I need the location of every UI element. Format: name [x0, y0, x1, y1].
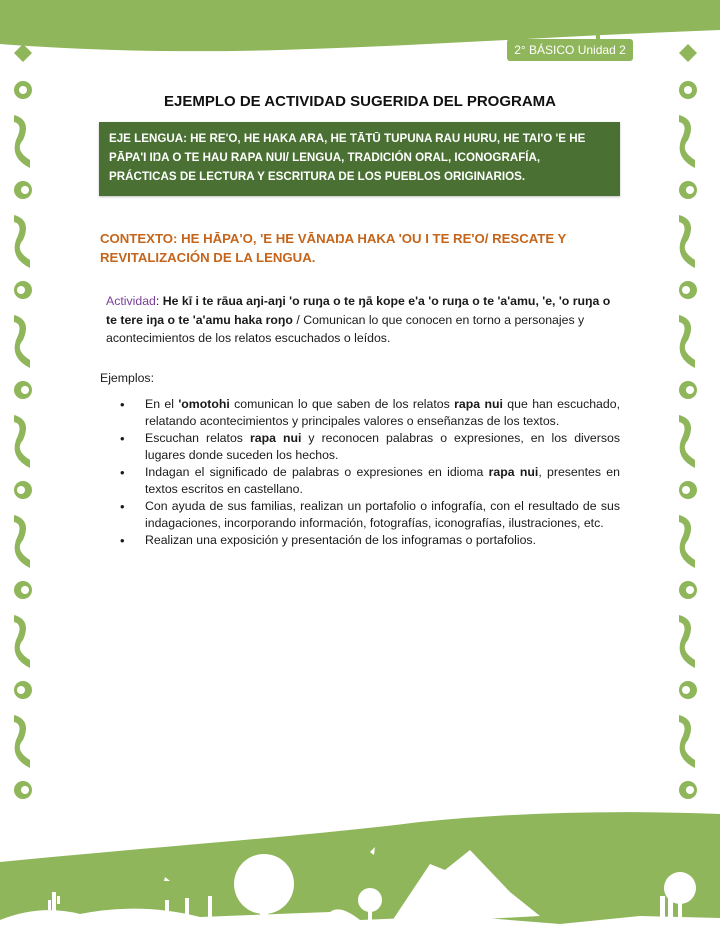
list-item: • Indagan el significado de palabras o expresiones en idioma rapa nui, presentes en textos escritos en castellano.	[120, 464, 620, 498]
left-ornamental-border	[10, 40, 36, 830]
actividad-paragraph	[106, 292, 620, 348]
examples-list	[120, 396, 620, 549]
grade-unit-badge: 2° BÁSICO Unidad 2	[507, 39, 633, 61]
right-ornamental-border	[675, 40, 701, 830]
ejemplos-label: Ejemplos:	[100, 371, 154, 385]
list-item: • Realizan una exposición y presentación de los infogramas o portafolios.	[120, 532, 620, 549]
actividad-rapanui-text: He kī i te rāua aŋi-aŋi 'o ruŋa o te ŋā kope e'a 'o ruŋa o te 'a'amu, 'e, 'o ruŋa o te tere iŋa o te 'a'amu haka roŋo	[106, 294, 611, 327]
list-item: • Con ayuda de sus familias, realizan un portafolio o infografía, con el resultado de sus indagaciones, incorporando información, fotografías, iconografías, ilustraciones, etc.	[120, 498, 620, 532]
actividad-label: Actividad	[106, 294, 156, 308]
actividad-spanish-text: / Comunican lo que conocen en torno a personajes y acontecimientos de los relatos escuchados o leídos.	[106, 312, 585, 345]
eje-lengua-box: EJE LENGUA: HE RE'O, HE HAKA ARA, HE TĀTŪ TUPUNA RAU HURU, HE TAI'O 'E HE PĀPA'I IŊA O TE HAU RAPA NUI/ LENGUA, TRADICIÓN ORAL, ICONOGRAFÍA, PRÁCTICAS DE LECTURA Y ESCRITURA DE LOS PUEBLOS ORIGINARIOS.	[99, 122, 620, 196]
contexto-heading: CONTEXTO: HE HĀPA'O, 'E HE VĀNAŊA HAKA 'OU I TE RE'O/ RESCATE Y REVITALIZACIÓN DE LA LENGUA.	[100, 231, 567, 265]
footer-landscape-decoration	[0, 792, 720, 932]
list-item: • En el 'omotohi comunican lo que saben de los relatos rapa nui que han escuchado, relatando acontecimientos y principales valores o enseñanzas de los textos.	[120, 396, 620, 430]
page-title: EJEMPLO DE ACTIVIDAD SUGERIDA DEL PROGRAMA	[164, 93, 556, 110]
actividad-separator: :	[155, 294, 163, 308]
list-item: • Escuchan relatos rapa nui y reconocen palabras o expresiones, en los diversos lugares donde suceden los hechos.	[120, 430, 620, 464]
